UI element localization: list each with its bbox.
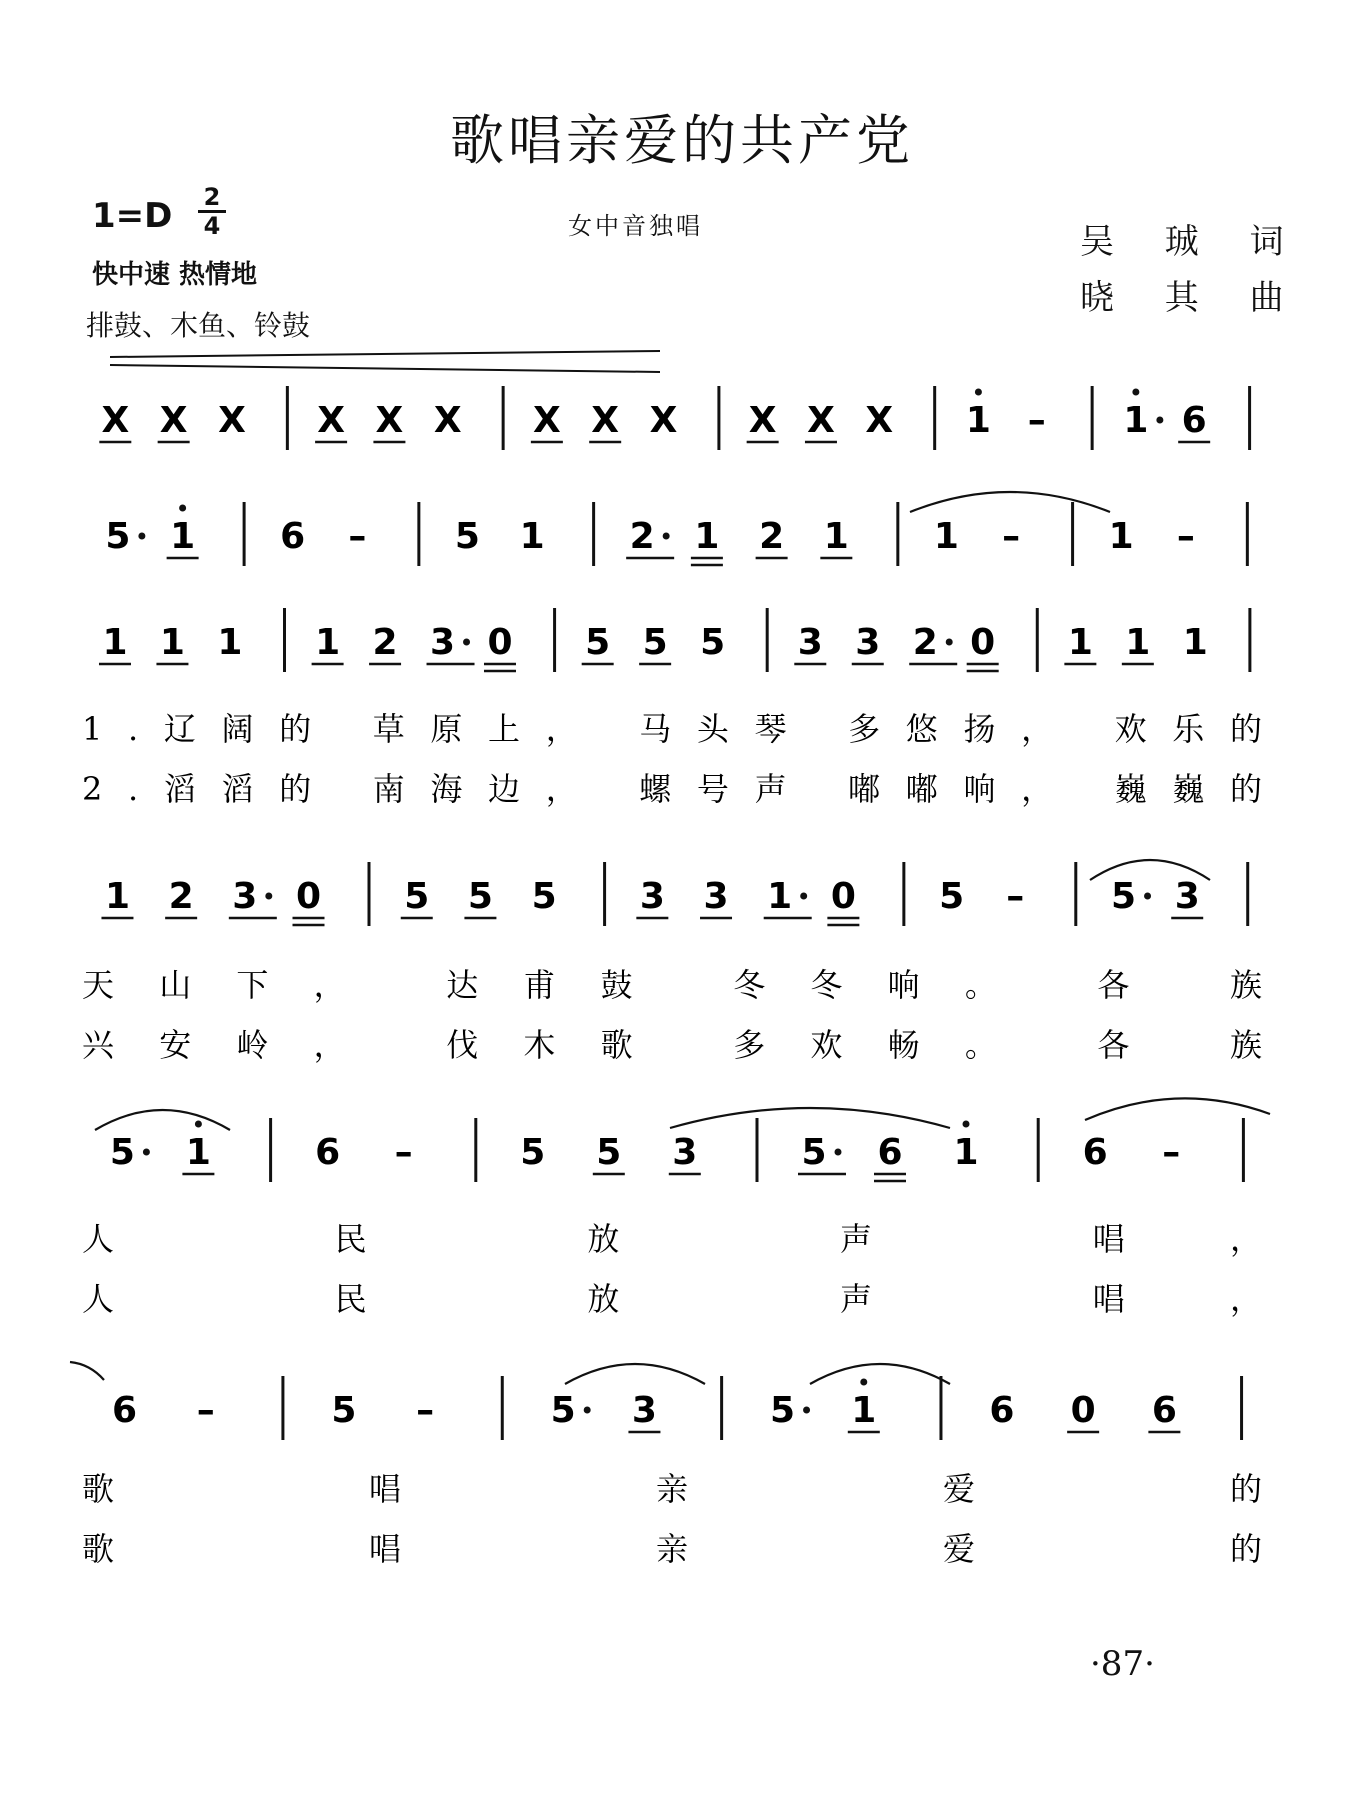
note: 0 [487, 622, 513, 663]
note: – [1027, 400, 1046, 441]
performance-type: 女中音独唱 [568, 212, 703, 240]
note: 5 [404, 876, 430, 917]
slur [95, 1110, 230, 1130]
note: 2 [759, 516, 785, 557]
note: 5 [801, 1132, 827, 1173]
note: 1 [315, 622, 341, 663]
lyric-line: 歌 唱 亲 爱 的 [82, 1470, 1262, 1508]
note: 1 [823, 516, 849, 557]
note: 5 [531, 876, 557, 917]
augmentation-dot [803, 1407, 810, 1414]
note: 6 [315, 1132, 341, 1173]
octave-dot [1132, 389, 1139, 396]
note: – [1162, 1132, 1181, 1173]
note: 5 [1111, 876, 1137, 917]
note: 2 [912, 622, 938, 663]
note: 3 [855, 622, 881, 663]
augmentation-dot [946, 639, 953, 646]
note: 0 [970, 622, 996, 663]
note: 3 [672, 1132, 698, 1173]
augmentation-dot [1144, 893, 1151, 900]
lyric-line: 歌 唱 亲 爱 的 [82, 1530, 1262, 1568]
note: 3 [1174, 876, 1200, 917]
note: 5 [642, 622, 668, 663]
note: 5 [520, 1132, 546, 1173]
song-title: 歌唱亲爱的共产党 [450, 109, 914, 172]
note: 5 [550, 1390, 576, 1431]
note: X [159, 400, 188, 441]
note: X [317, 400, 345, 441]
note: – [394, 1132, 413, 1173]
note: – [416, 1390, 435, 1431]
note: 2 [168, 876, 194, 917]
augmentation-dot [584, 1407, 591, 1414]
note: X [865, 400, 894, 441]
octave-dot [179, 505, 186, 512]
lyric-line: 人 民 放 声 唱， [82, 1220, 1262, 1258]
augmentation-dot [265, 893, 272, 900]
note: 1 [104, 876, 131, 917]
slur [910, 492, 1110, 512]
key-signature: 1=D [92, 196, 173, 236]
note: 1 [185, 1132, 211, 1173]
augmentation-dot [1156, 417, 1163, 424]
note: 3 [232, 876, 258, 917]
note: 2 [629, 516, 655, 557]
note: 1 [694, 516, 720, 557]
note: 1 [965, 400, 991, 441]
note: 3 [631, 1390, 657, 1431]
note: 1 [767, 876, 793, 917]
octave-dot [975, 389, 982, 396]
note: 1 [1125, 622, 1151, 663]
note: – [1176, 516, 1195, 557]
note: 6 [1151, 1390, 1177, 1431]
page-number: ·87· [1090, 1644, 1155, 1684]
note: 5 [770, 1390, 796, 1431]
slur [565, 1364, 705, 1384]
note: 1 [1108, 516, 1134, 557]
note: 5 [700, 622, 726, 663]
note: 5 [939, 876, 965, 917]
note: 3 [703, 876, 729, 917]
time-signature-bottom: 4 [198, 210, 226, 239]
lyricist-credit: 吴 珹 词 [1080, 222, 1304, 262]
composer-credit: 晓 其 曲 [1080, 278, 1304, 318]
note: X [748, 400, 777, 441]
lyric-line: 2.滔滔的 南海边， 螺号声 嘟嘟响， 巍巍的 [82, 770, 1262, 808]
time-signature-top: 2 [203, 183, 221, 211]
note: 1 [170, 516, 196, 557]
note: 5 [331, 1390, 357, 1431]
note: 0 [295, 876, 322, 917]
note: 0 [830, 876, 856, 917]
instrument-list: 排鼓、木鱼、铃鼓 [86, 309, 311, 342]
note: – [1002, 516, 1021, 557]
augmentation-dot [800, 893, 807, 900]
note: 5 [467, 876, 493, 917]
note: 1 [1067, 622, 1093, 663]
note: 6 [111, 1390, 138, 1431]
note: 6 [1082, 1132, 1108, 1173]
augmentation-dot [663, 533, 670, 540]
lyric-line: 兴安岭， 伐木歌 多欢畅。 各 族 [82, 1026, 1262, 1064]
note: 1 [1123, 400, 1149, 441]
note: X [591, 400, 620, 441]
note: X [101, 400, 130, 441]
header-rule [110, 351, 660, 357]
note: 6 [280, 516, 306, 557]
note: 3 [797, 622, 823, 663]
note: 1 [159, 622, 185, 663]
lyric-line: 人 民 放 声 唱， [82, 1280, 1262, 1318]
note: 1 [933, 516, 959, 557]
augmentation-dot [138, 533, 145, 540]
note: X [649, 400, 678, 441]
note: 1 [953, 1132, 979, 1173]
note: 6 [989, 1390, 1015, 1431]
note: X [218, 400, 246, 441]
augmentation-dot [835, 1149, 842, 1156]
note: – [196, 1390, 215, 1431]
slur [810, 1364, 950, 1384]
note: 1 [851, 1390, 877, 1431]
note: X [375, 400, 404, 441]
note: X [807, 400, 835, 441]
note: 5 [596, 1132, 622, 1173]
note: 6 [1181, 400, 1207, 441]
slur [70, 1362, 104, 1380]
note: 6 [877, 1132, 903, 1173]
note: 1 [1182, 622, 1208, 663]
note: 3 [639, 876, 665, 917]
note: 1 [519, 516, 545, 557]
note: 5 [585, 622, 611, 663]
note: 3 [429, 622, 456, 663]
note: – [1006, 876, 1025, 917]
slur [670, 1108, 950, 1128]
lyric-line: 天山下， 达甫鼓 冬冬响。 各 族 [82, 966, 1262, 1004]
octave-dot [860, 1379, 867, 1386]
slur [1085, 1098, 1270, 1120]
note: 5 [109, 1132, 135, 1173]
note: 5 [454, 516, 480, 557]
note: 1 [217, 622, 243, 663]
note: X [433, 400, 462, 441]
augmentation-dot [143, 1149, 150, 1156]
augmentation-dot [463, 639, 470, 646]
lyric-line: 1.辽阔的 草原上， 马头琴 多悠扬， 欢乐的 [82, 710, 1262, 748]
tempo-marking: 快中速 热情地 [92, 260, 258, 290]
note: X [532, 400, 561, 441]
header-rule [110, 365, 660, 372]
note: 0 [1070, 1390, 1096, 1431]
note: – [348, 516, 367, 557]
note: 5 [105, 516, 131, 557]
note: 1 [102, 622, 128, 663]
note: 2 [372, 622, 398, 663]
octave-dot [963, 1121, 970, 1128]
octave-dot [195, 1121, 202, 1128]
